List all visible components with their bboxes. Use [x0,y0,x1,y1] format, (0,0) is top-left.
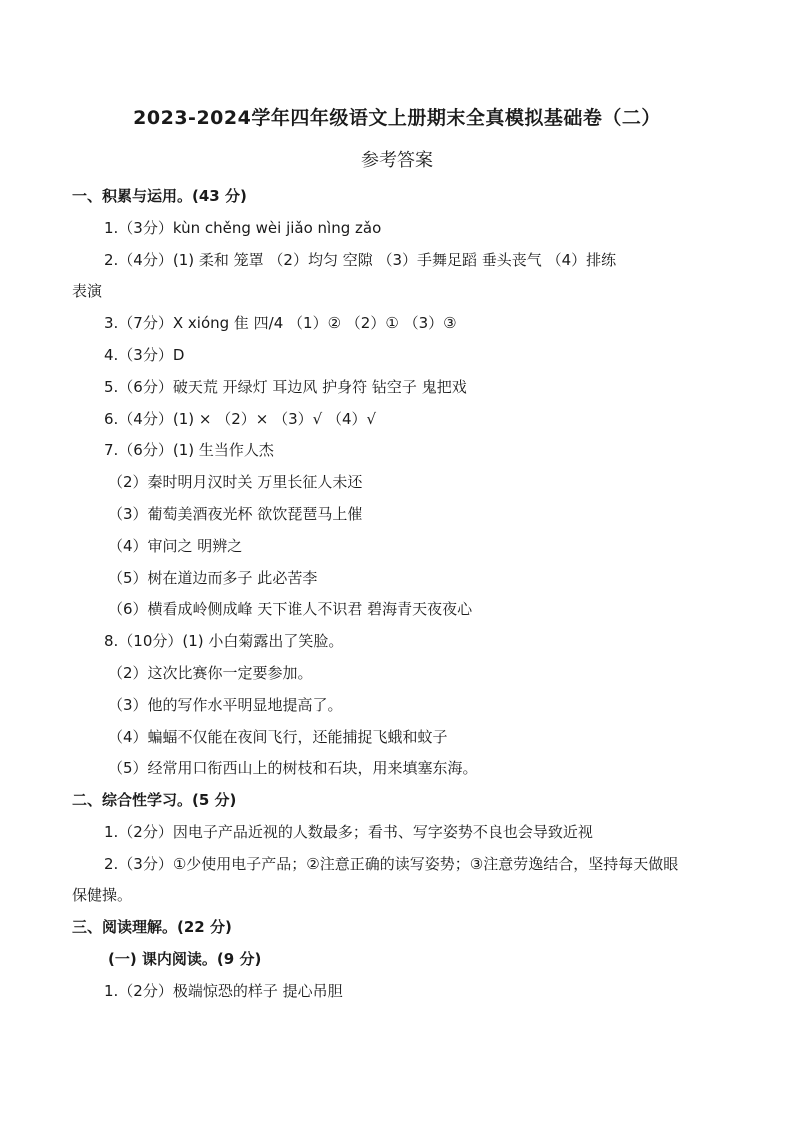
answer-1-3: 3.（7分）X xióng 隹 四/4 （1）② （2）① （3）③ [104,314,457,332]
answer-1-7: 7.（6分）(1) 生当作人杰 [104,441,274,459]
answer-2-2: 2.（3分）①少使用电子产品；②注意正确的读写姿势；③注意劳逸结合，坚持每天做眼 [104,855,679,873]
answer-1-7-2: （2）秦时明月汉时关 万里长征人未还 [108,473,363,491]
answer-1-7-5: （5）树在道边而多子 此必苦李 [108,569,318,587]
section-heading-1: 一、积累与运用。(43 分) [72,187,247,205]
answer-1-4: 4.（3分）D [104,346,185,364]
section-heading-3: 三、阅读理解。(22 分) [72,918,232,936]
answer-1-6: 6.（4分）(1) × （2）× （3）√ （4）√ [104,410,377,428]
document-title: 2023-2024学年四年级语文上册期末全真模拟基础卷（二） [133,107,661,129]
section-heading-2: 二、综合性学习。(5 分) [72,791,237,809]
answer-1-8-5: （5）经常用口衔西山上的树枝和石块，用来填塞东海。 [108,759,478,777]
answer-1-2: 2.（4分）(1) 柔和 笼罩 （2）均匀 空隙 （3）手舞足蹈 垂头丧气 （4）排练 [104,251,617,269]
answer-1-8-3: （3）他的写作水平明显地提高了。 [108,696,343,714]
answer-3-1: 1.（2分）极端惊恐的样子 提心吊胆 [104,982,343,1000]
subsection-heading-3-1: (一) 课内阅读。(9 分) [108,950,262,968]
answer-1-5: 5.（6分）破天荒 开绿灯 耳边风 护身符 钻空子 鬼把戏 [104,378,467,396]
document-subtitle: 参考答案 [361,150,433,171]
answer-1-7-4: （4）审问之 明辨之 [108,537,243,555]
answer-1-2-continued: 表演 [72,282,103,300]
answer-1-8-2: （2）这次比赛你一定要参加。 [108,664,313,682]
answer-1-8: 8.（10分）(1) 小白菊露出了笑脸。 [104,632,344,650]
answer-1-1: 1.（3分）kùn chěng wèi jiǎo nìng zǎo [104,219,382,237]
answer-1-7-3: （3）葡萄美酒夜光杯 欲饮琵琶马上催 [108,505,363,523]
answer-1-7-6: （6）横看成岭侧成峰 天下谁人不识君 碧海青天夜夜心 [108,600,473,618]
answer-1-8-4: （4）蝙蝠不仅能在夜间飞行，还能捕捉飞蛾和蚊子 [108,728,448,746]
answer-2-1: 1.（2分）因电子产品近视的人数最多；看书、写字姿势不良也会导致近视 [104,823,593,841]
answer-2-2-continued: 保健操。 [72,886,133,904]
